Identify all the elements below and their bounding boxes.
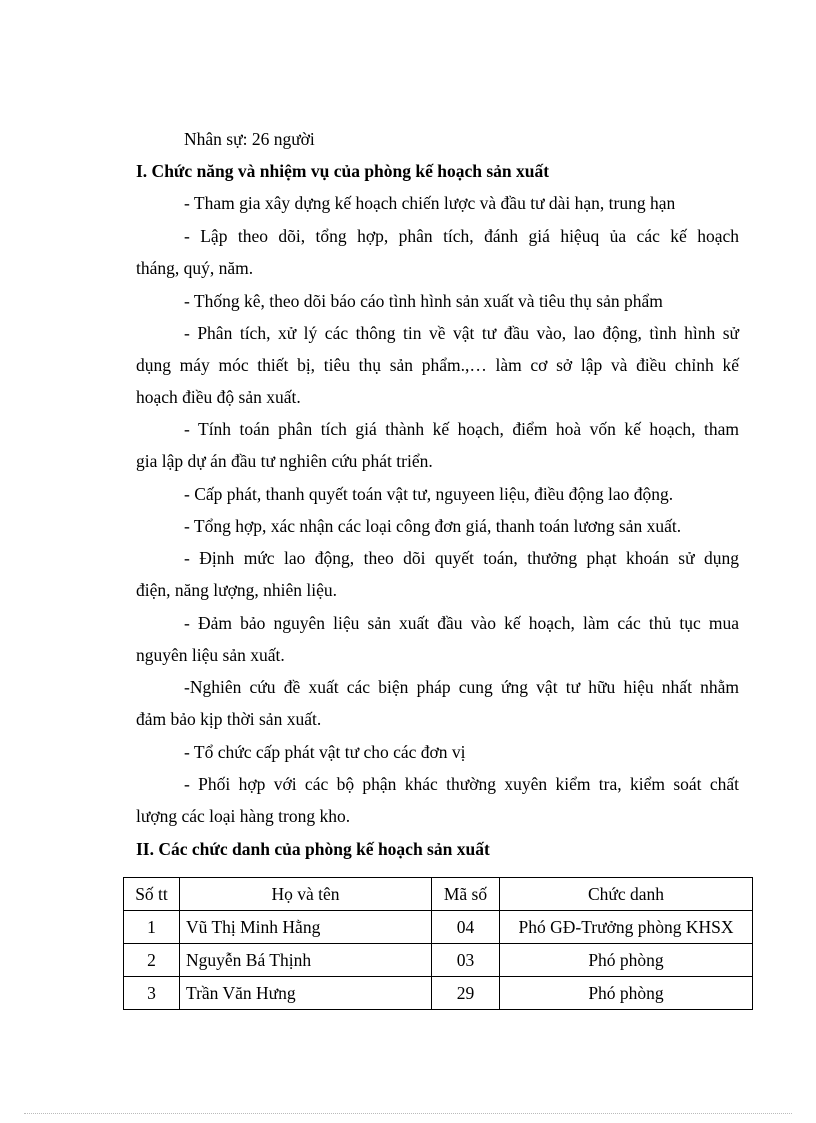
task-line: - Cấp phát, thanh quyết toán vật tư, nguyeen liệu, điều động lao động. — [184, 484, 674, 504]
task-line: - Thống kê, theo dõi báo cáo tình hình sản xuất và tiêu thụ sản phẩm — [184, 291, 663, 311]
task-line: - Tổng hợp, xác nhận các loại công đơn giá, thanh toán lương sản xuất. — [184, 516, 682, 536]
task-line: -Nghiên cứu đề xuất các biện pháp cung ứng vật tư hữu hiệu nhất nhằm — [184, 677, 739, 697]
task-line: - Lập theo dõi, tổng hợp, phân tích, đánh giá hiệuq ủa các kế hoạch — [184, 226, 739, 246]
cell-name: Nguyễn Bá Thịnh — [180, 944, 432, 977]
cell-name: Trần Văn Hưng — [180, 977, 432, 1010]
cell-title: Phó GĐ-Trưởng phòng KHSX — [500, 911, 753, 944]
page-bottom-divider — [24, 1113, 792, 1114]
cell-index: 2 — [124, 944, 180, 977]
task-line-continued: tháng, quý, năm. — [136, 258, 254, 278]
table-header-row — [124, 878, 753, 911]
column-header-title: Chức danh — [500, 878, 753, 911]
task-line-continued: nguyên liệu sản xuất. — [136, 645, 285, 665]
task-line-continued: đảm bảo kịp thời sản xuất. — [136, 709, 322, 729]
task-line: - Định mức lao động, theo dõi quyết toán, thưởng phạt khoán sử dụng — [184, 548, 739, 568]
task-line: - Tham gia xây dựng kế hoạch chiến lược và đầu tư dài hạn, trung hạn — [184, 193, 676, 213]
cell-index: 1 — [124, 911, 180, 944]
cell-name: Vũ Thị Minh Hằng — [180, 911, 432, 944]
task-line-continued: hoạch điều độ sản xuất. — [136, 387, 301, 407]
task-line: - Phân tích, xử lý các thông tin về vật tư đầu vào, lao động, tình hình sử — [184, 323, 739, 343]
cell-code: 03 — [432, 944, 500, 977]
cell-title: Phó phòng — [500, 977, 753, 1010]
cell-code: 29 — [432, 977, 500, 1010]
table-row — [124, 911, 753, 944]
task-line-continued: điện, năng lượng, nhiên liệu. — [136, 580, 337, 600]
column-header-code: Mã số — [432, 878, 500, 911]
task-line: - Phối hợp với các bộ phận khác thường xuyên kiểm tra, kiểm soát chất — [184, 774, 739, 794]
section-2-heading: II. Các chức danh của phòng kế hoạch sản xuất — [136, 839, 490, 859]
table-row — [124, 977, 753, 1010]
task-line: - Tổ chức cấp phát vật tư cho các đơn vị — [184, 742, 466, 762]
personnel-count: Nhân sự: 26 người — [184, 129, 315, 149]
staff-table — [123, 877, 753, 1010]
column-header-index: Số tt — [124, 878, 180, 911]
section-1-heading: I. Chức năng và nhiệm vụ của phòng kế hoạch sản xuất — [136, 161, 550, 181]
task-line-continued: lượng các loại hàng trong kho. — [136, 806, 351, 826]
task-line: - Tính toán phân tích giá thành kế hoạch, điểm hoà vốn kế hoạch, tham — [184, 419, 739, 439]
task-line: - Đảm bảo nguyên liệu sản xuất đầu vào kế hoạch, làm các thủ tục mua — [184, 613, 739, 633]
table-row — [124, 944, 753, 977]
cell-index: 3 — [124, 977, 180, 1010]
task-line-continued: gia lập dự án đầu tư nghiên cứu phát triển. — [136, 451, 433, 471]
column-header-name: Họ và tên — [180, 878, 432, 911]
task-line-continued: dụng máy móc thiết bị, tiêu thụ sản phẩm.,… làm cơ sở lập và điều chỉnh kế — [136, 355, 739, 375]
cell-code: 04 — [432, 911, 500, 944]
cell-title: Phó phòng — [500, 944, 753, 977]
